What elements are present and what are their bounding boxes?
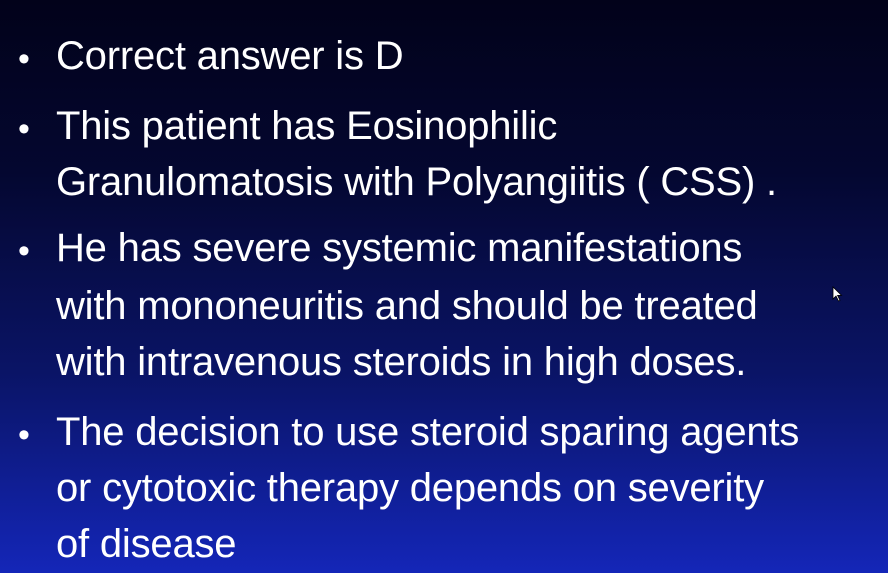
bullet-text-line: This patient has Eosinophilic	[56, 104, 558, 148]
bullet-text-line: The decision to use steroid sparing agents	[56, 410, 800, 454]
bullet-text-line: of disease	[56, 522, 237, 566]
bullet-text-line: Granulomatosis with Polyangiitis ( CSS) .	[56, 160, 777, 204]
bullet-text-line: with intravenous steroids in high doses.	[56, 340, 747, 384]
bullet-text-line: or cytotoxic therapy depends on severity	[56, 466, 764, 510]
bullet-marker: •	[18, 416, 30, 454]
bullet-text-line: Correct answer is D	[56, 34, 404, 78]
bullet-marker: •	[18, 110, 30, 148]
bullet-marker: •	[18, 40, 30, 78]
bullet-text-line: He has severe systemic manifestations	[56, 226, 743, 270]
bullet-text-line: with mononeuritis and should be treated	[56, 284, 758, 328]
bullet-marker: •	[18, 232, 30, 270]
mouse-pointer-icon	[832, 286, 844, 302]
